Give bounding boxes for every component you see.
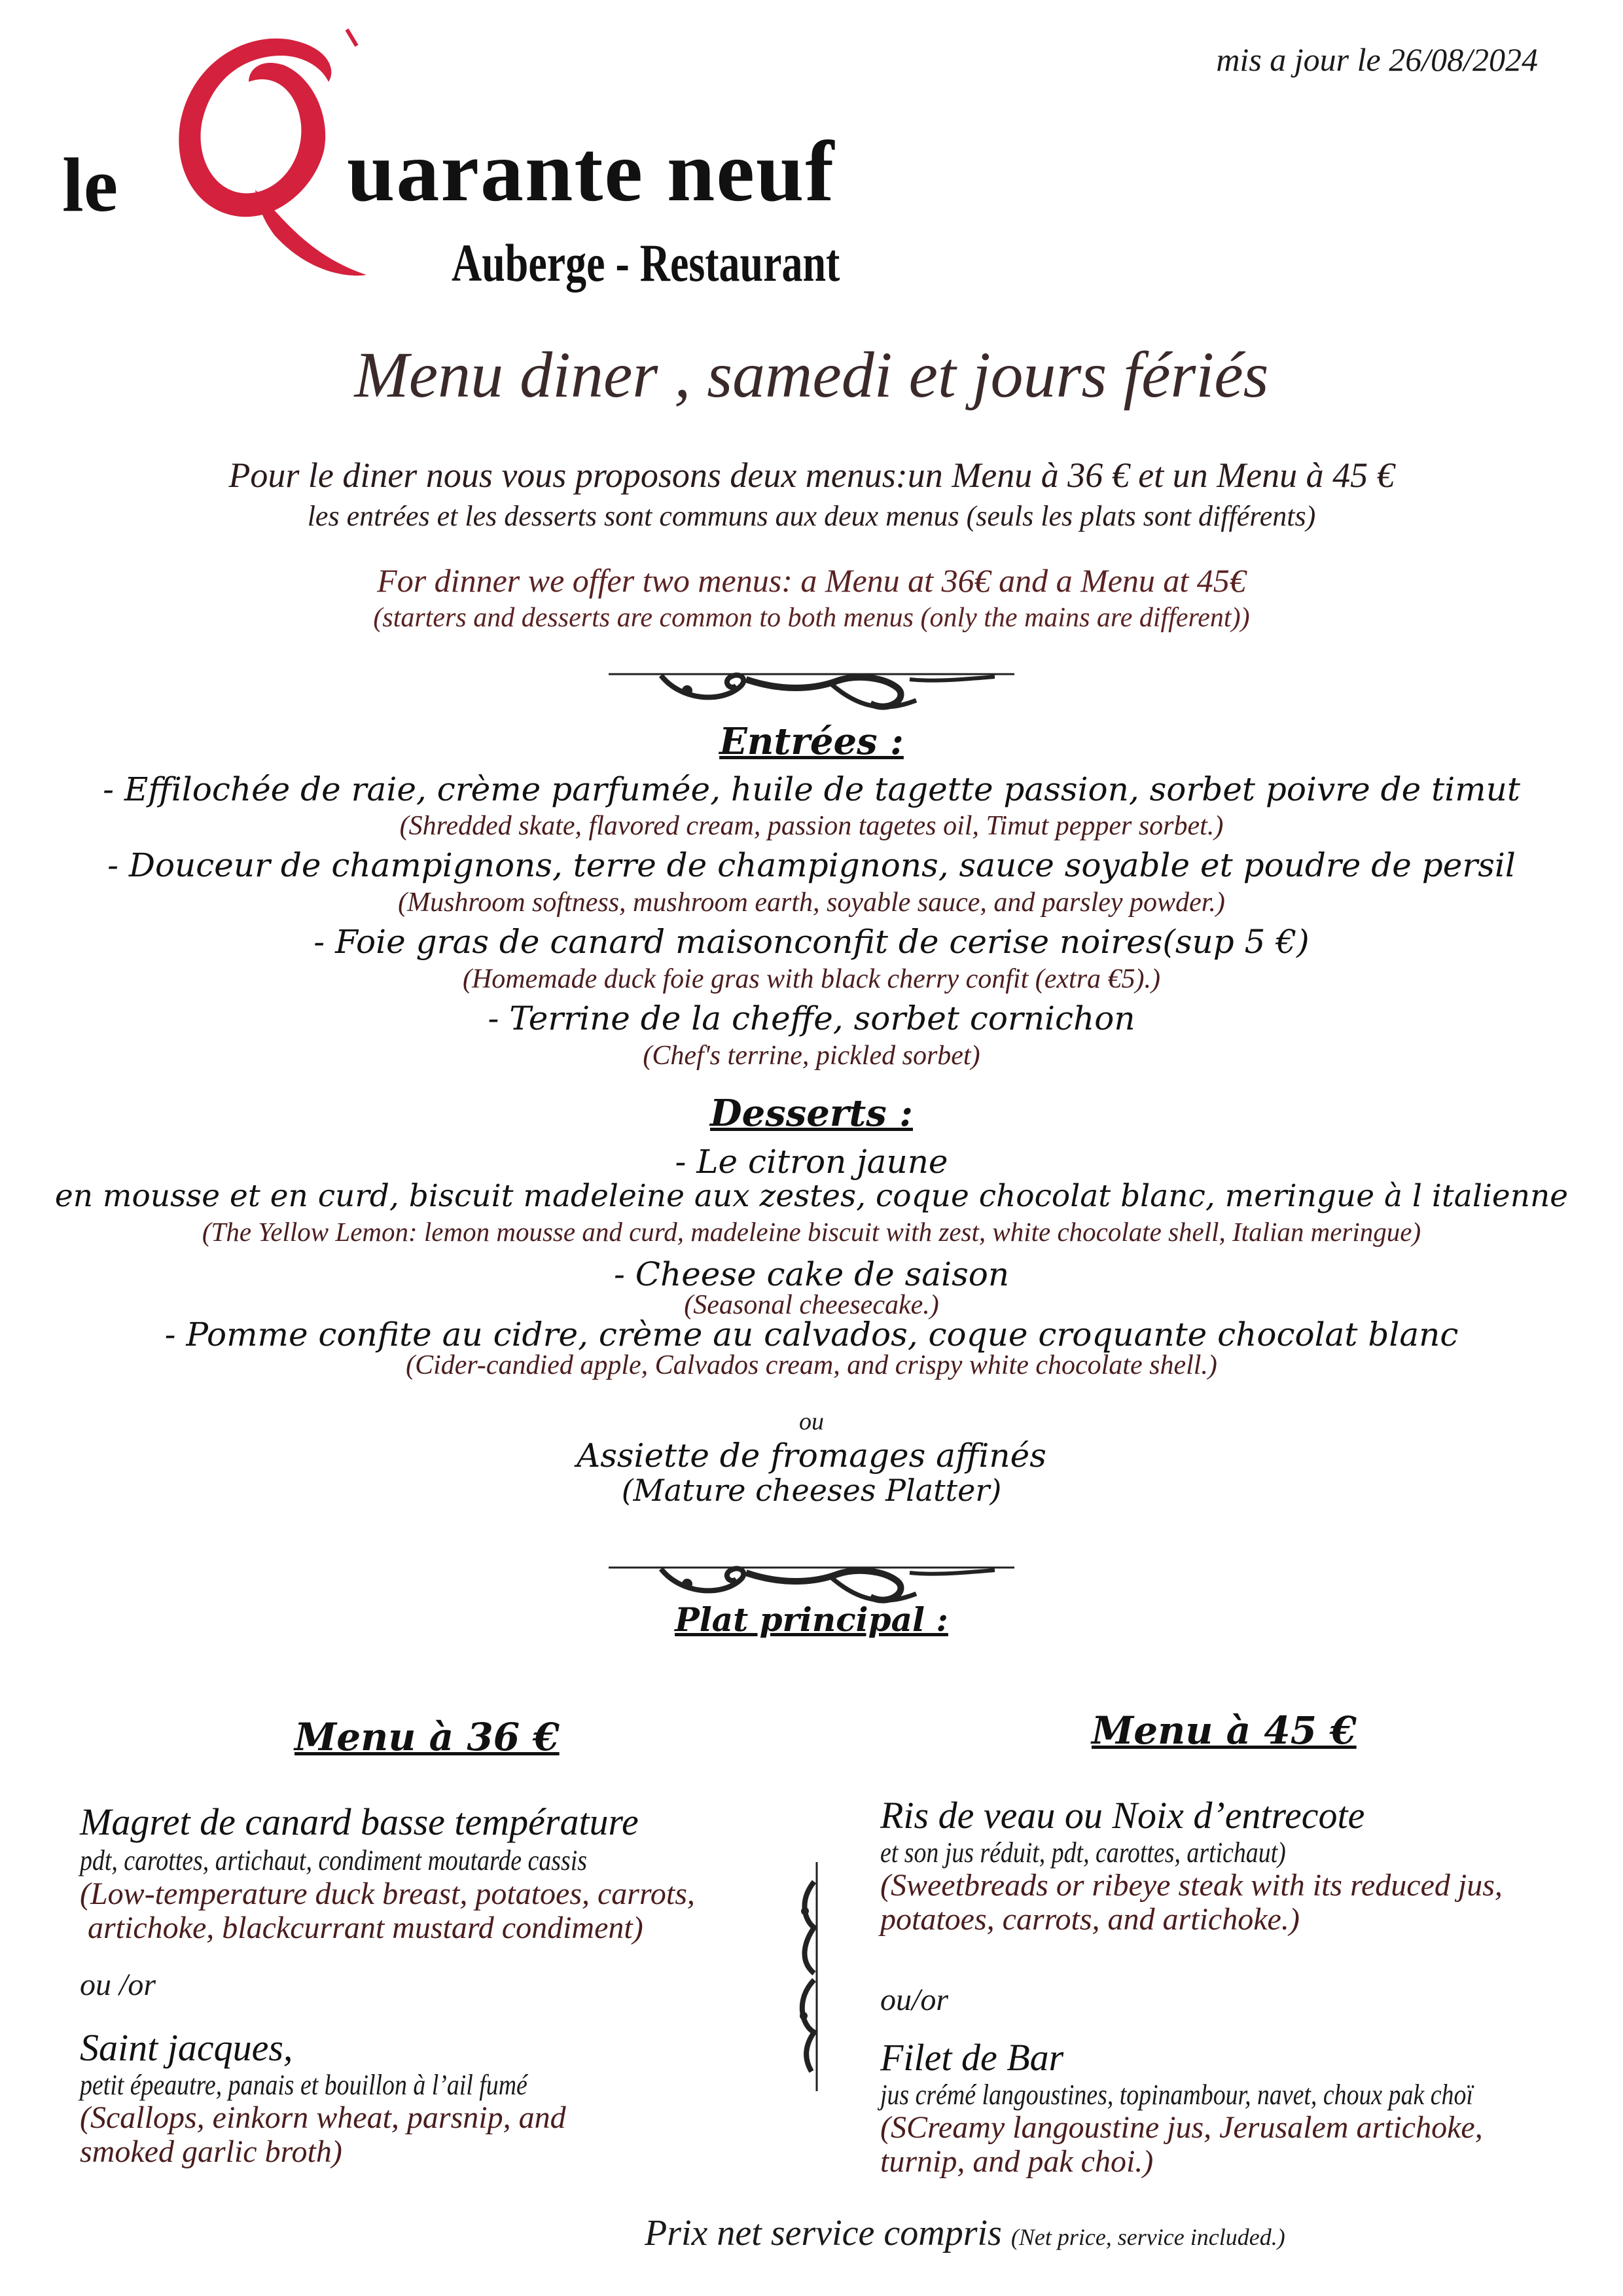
dessert-cheese-platter: Assiette de fromages affinés <box>577 1437 1046 1475</box>
intro-fr-sub: les entrées et les desserts sont communs aux deux menus (seuls les plats sont différents) <box>307 500 1316 532</box>
menu-36-dish-2: Saint jacques, <box>80 2026 293 2069</box>
logo-subtitle: Auberge - Restaurant <box>452 233 840 293</box>
footer-price-note <box>645 2212 1285 2254</box>
dessert-apple-en: (Cider-candied apple, Calvados cream, and crispy white chocolate shell.) <box>406 1350 1217 1380</box>
menu-45-dish-1-en-1: (Sweetbreads or ribeye steak with its reduced jus, <box>880 1868 1503 1903</box>
entree-item-1: - Effilochée de raie, crème parfumée, huile de tagette passion, sorbet poivre de timut <box>103 770 1520 808</box>
dessert-cheese-platter-en: (Mature cheeses Platter) <box>621 1473 1002 1508</box>
entree-item-4-en: (Chef's terrine, pickled sorbet) <box>643 1041 980 1071</box>
entree-item-3: - Foie gras de canard maisonconfit de cerise noires(sup 5 €) <box>313 923 1310 961</box>
entree-item-4: - Terrine de la cheffe, sorbet cornichon <box>488 999 1135 1037</box>
menu-36-dish-1-en-1: (Low-temperature duck breast, potatoes, carrots, <box>80 1876 695 1911</box>
intro-fr: Pour le diner nous vous proposons deux menus:un Menu à 36 € et un Menu à 45 € <box>228 456 1395 495</box>
menu-36-dish-1-en-2: artichoke, blackcurrant mustard condiment) <box>80 1910 643 1945</box>
logo-name: uarante neuf <box>347 123 836 219</box>
menu-36-dish-1: Magret de canard basse température <box>80 1801 639 1843</box>
menu-45-dish-2-desc: jus crémé langoustines, topinambour, navet, choux pak choï <box>880 2079 1473 2111</box>
intro-en-sub: (starters and desserts are common to both menus (only the mains are different)) <box>373 603 1250 633</box>
dessert-lemon-desc: en mousse et en curd, biscuit madeleine aux zestes, coque chocolat blanc, meringue à l italienne <box>54 1178 1569 1214</box>
menu-36-dish-2-desc: petit épeautre, panais et bouillon à l’ail fumé <box>80 2069 527 2101</box>
menu-45-dish-1-en-2: potatoes, carrots, and artichoke.) <box>880 1902 1300 1937</box>
menu-45-dish-1-desc: et son jus réduit, pdt, carottes, artichaut) <box>880 1837 1286 1869</box>
entrees-heading: Entrées : <box>719 720 904 763</box>
menu-36-dish-2-en-1: (Scallops, einkorn wheat, parsnip, and <box>80 2100 566 2135</box>
dessert-ou: ou <box>799 1408 824 1435</box>
ornament-flourish-icon <box>609 661 1014 723</box>
menu-36-ouor: ou /or <box>80 1967 156 2002</box>
dessert-cheesecake: - Cheese cake de saison <box>613 1255 1010 1293</box>
footer-fr: Prix net service compris <box>645 2213 1002 2253</box>
entree-item-2: - Douceur de champignons, terre de champignons, sauce soyable et poudre de persil <box>107 846 1516 884</box>
menu-45-dish-2-en-1: (SCreamy langoustine jus, Jerusalem artichoke, <box>880 2110 1483 2145</box>
footer-en: (Net price, service included.) <box>1010 2224 1285 2250</box>
entree-item-3-en: (Homemade duck foie gras with black cherry confit (extra €5).) <box>462 964 1161 994</box>
menu-36-dish-2-en-2: smoked garlic broth) <box>80 2134 342 2169</box>
intro-en: For dinner we offer two menus: a Menu at 36€ and a Menu at 45€ <box>377 562 1246 599</box>
dessert-cheesecake-en: (Seasonal cheesecake.) <box>684 1290 939 1320</box>
dessert-apple: - Pomme confite au cidre, crème au calvados, coque croquante chocolat blanc <box>164 1316 1459 1354</box>
dessert-lemon-en: (The Yellow Lemon: lemon mousse and curd, madeleine biscuit with zest, white chocolate shell, Italian meringue) <box>202 1217 1421 1247</box>
menu-45-dish-2: Filet de Bar <box>880 2036 1064 2079</box>
update-date: mis a jour le 26/08/2024 <box>1216 41 1538 78</box>
menu-45-title: Menu à 45 € <box>1092 1708 1357 1753</box>
desserts-heading: Desserts : <box>710 1092 913 1135</box>
vertical-flourish-icon <box>785 1862 831 2094</box>
menu-45-dish-1: Ris de veau ou Noix d’entrecote <box>880 1794 1365 1837</box>
logo-le: le <box>62 142 118 228</box>
menu-36-title: Menu à 36 € <box>294 1715 560 1759</box>
entree-item-2-en: (Mushroom softness, mushroom earth, soyable sauce, and parsley powder.) <box>398 888 1225 918</box>
menu-45-dish-2-en-2: turnip, and pak choi.) <box>880 2144 1154 2179</box>
entree-item-1-en: (Shredded skate, flavored cream, passion tagetes oil, Timut pepper sorbet.) <box>399 811 1224 841</box>
menu-title: Menu diner , samedi et jours fériés <box>354 338 1269 411</box>
main-course-heading: Plat principal : <box>675 1600 948 1639</box>
menu-36-dish-1-desc: pdt, carottes, artichaut, condiment moutarde cassis <box>80 1844 587 1876</box>
dessert-lemon-title: - Le citron jaune <box>675 1143 948 1181</box>
menu-45-ouor: ou/or <box>880 1982 949 2017</box>
